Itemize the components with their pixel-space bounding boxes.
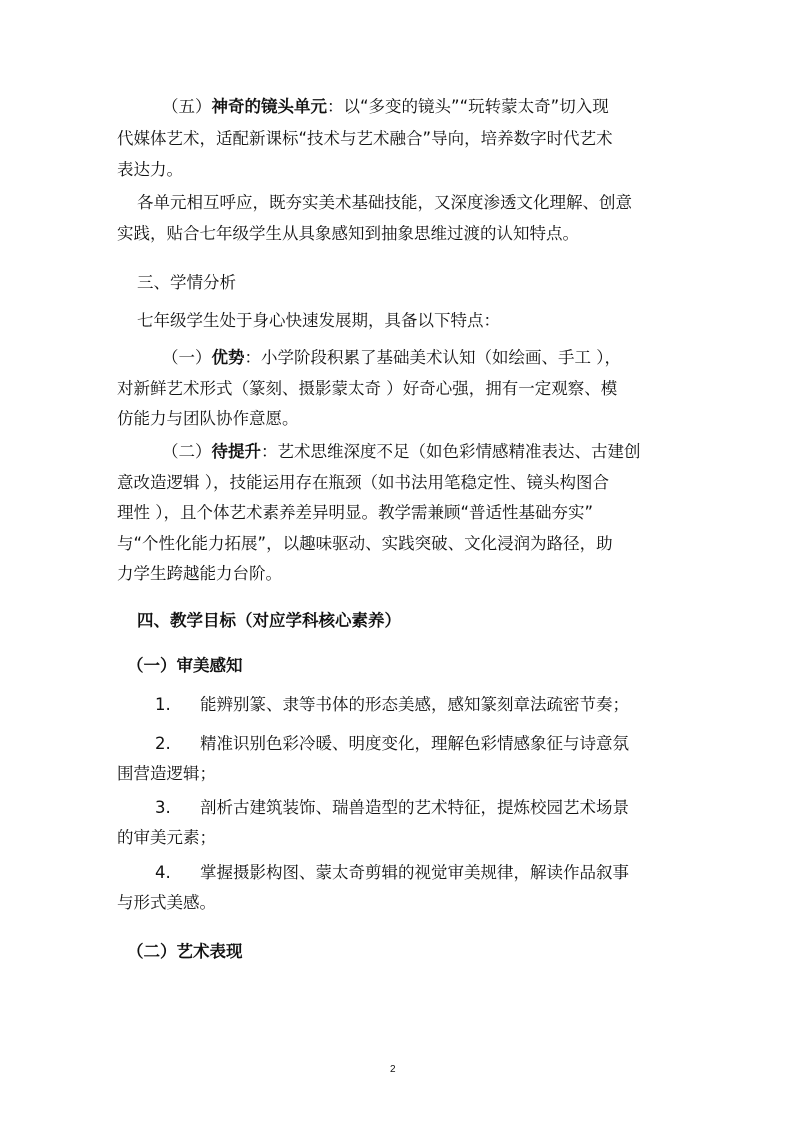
section-3-intro: 七年级学生处于身心快速发展期，具备以下特点： [137, 311, 500, 330]
strengths-line-1-rest: ：小学阶段积累了基础美术认知（如绘画、手工 ）， [244, 348, 621, 367]
item-1-number: 1. [155, 695, 171, 714]
summary-line-2: 实践，贴合七年级学生从具象感知到抽象思维过渡的认知特点。 [117, 224, 579, 243]
item-2-number: 2. [155, 734, 171, 753]
summary-line-1: 各单元相互呼应，既夯实美术基础技能，又深度渗透文化理解、创意 [137, 193, 632, 212]
subheading-aesthetic-perception: （一）审美感知 [127, 656, 243, 675]
item-3-line-2: 的审美元素； [117, 828, 216, 847]
strengths-title: 优势 [211, 348, 245, 367]
item-4-number: 4. [155, 863, 171, 882]
improve-line-3: 理性 ），且个体艺术素养差异明显。教学需兼顾“普适性基础夯实” [117, 503, 594, 522]
improve-line-1 [162, 441, 641, 463]
para-five-line-1-rest: ：以“多变的镜头”“玩转蒙太奇”切入现 [327, 97, 609, 116]
improve-line-1-rest: ：艺术思维深度不足（如色彩情感精准表达、古建创 [261, 442, 641, 461]
item-2-line-2: 围营造逻辑； [117, 764, 216, 783]
strengths-line-1 [162, 347, 621, 369]
para-five-title: 神奇的镜头单元 [211, 97, 327, 116]
item-2-line-1: 精准识别色彩冷暖、明度变化，理解色彩情感象征与诗意氛 [200, 734, 629, 753]
improve-title: 待提升 [211, 442, 261, 461]
para-five-line-1 [162, 96, 609, 118]
strengths-label: （一） [162, 348, 212, 367]
item-3-line-1: 剖析古建筑装饰、瑞兽造型的艺术特征，提炼校园艺术场景 [200, 798, 629, 817]
item-3-number: 3. [155, 798, 171, 817]
strengths-line-3: 仿能力与团队协作意愿。 [117, 409, 299, 428]
improve-line-2: 意改造逻辑 ），技能运用存在瓶颈（如书法用笔稳定性、镜头构图合 [117, 473, 609, 492]
para-five-line-3: 表达力。 [117, 160, 183, 179]
para-five-line-2: 代媒体艺术，适配新课标“技术与艺术融合”导向，培养数字时代艺术 [117, 129, 613, 148]
item-4-line-2: 与形式美感。 [117, 893, 216, 912]
page-number: 2 [390, 1064, 396, 1075]
para-five-label: （五） [162, 97, 212, 116]
subheading-artistic-expression: （二）艺术表现 [127, 942, 243, 961]
strengths-line-2: 对新鲜艺术形式（篆刻、摄影蒙太奇 ）好奇心强，拥有一定观察、模 [117, 379, 618, 398]
item-4-line-1: 掌握摄影构图、蒙太奇剪辑的视觉审美规律，解读作品叙事 [200, 863, 629, 882]
improve-line-5: 力学生跨越能力台阶。 [117, 564, 282, 583]
improve-line-4: 与“个性化能力拓展”，以趣味驱动、实践突破、文化浸润为路径，助 [117, 534, 613, 553]
section-4-heading: 四、教学目标（对应学科核心素养） [137, 611, 401, 630]
item-1-line-1: 能辨别篆、隶等书体的形态美感，感知篆刻章法疏密节奏； [200, 695, 629, 714]
section-3-heading: 三、学情分析 [137, 273, 236, 292]
improve-label: （二） [162, 442, 212, 461]
